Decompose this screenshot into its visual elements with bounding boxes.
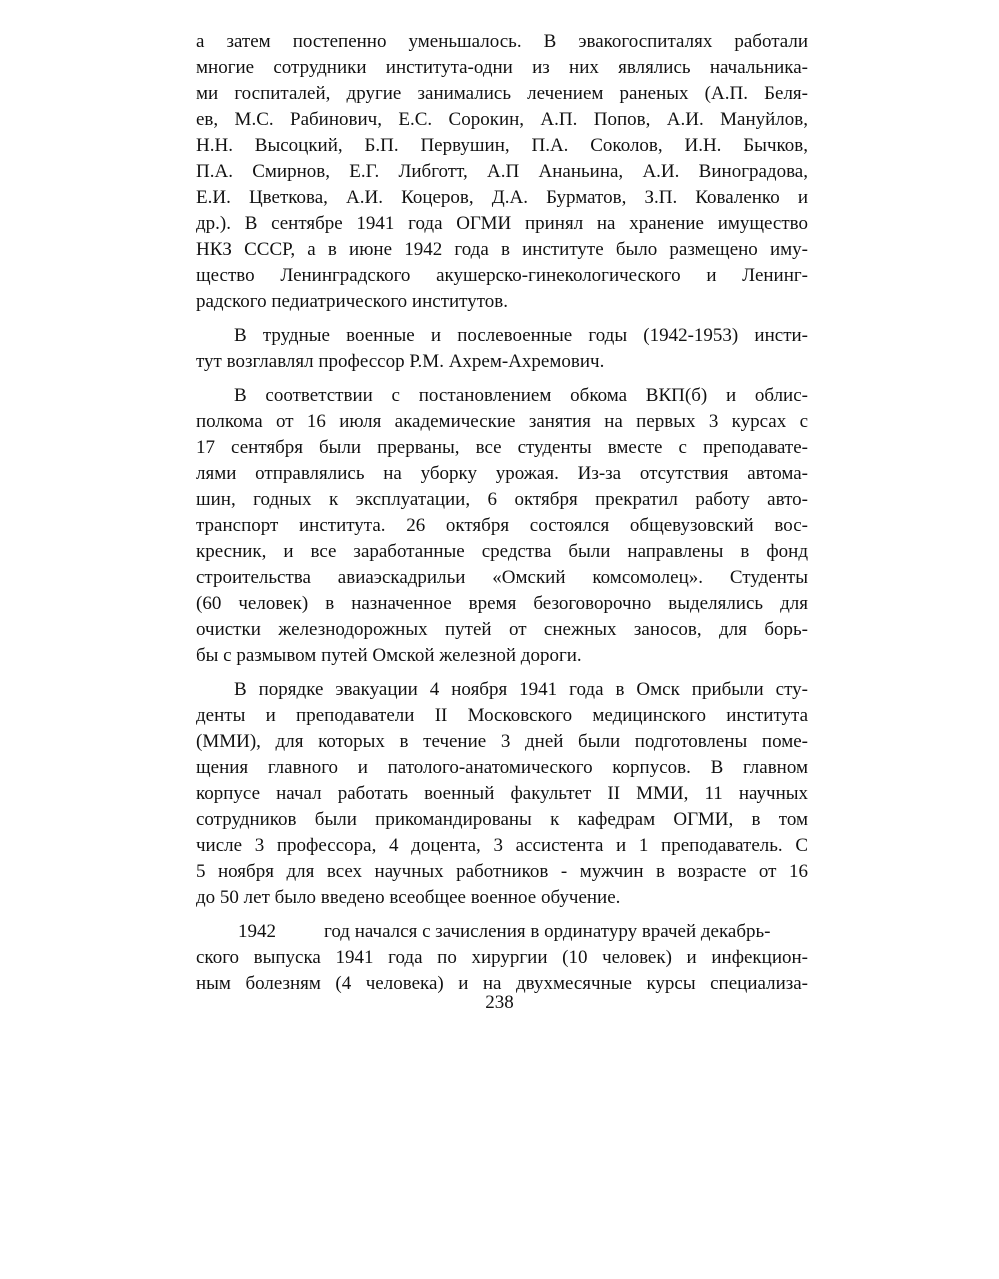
text-line: В трудные военные и послевоенные годы (1942-1953) инсти- [234, 325, 808, 346]
text-line: ев, М.С. Рабинович, Е.С. Сорокин, А.П. Попов, А.И. Мануйлов, [196, 109, 808, 130]
text-line [196, 919, 808, 945]
text-line: (60 человек) в назначенное время безоговорочно выделялись для [196, 593, 808, 614]
text-line: щество Ленинградского акушерско-гинекологического и Ленинг- [196, 265, 808, 286]
text-line: шин, годных к эксплуатации, 6 октября прекратил работу авто- [196, 489, 808, 510]
text-line: сотрудников были прикомандированы к кафедрам ОГМИ, в том [196, 809, 808, 830]
paragraph-evacuation-hospitals [196, 29, 808, 315]
paragraph-war-years-director [196, 323, 808, 375]
text-line: денты и преподаватели II Московского медицинского института [196, 705, 808, 726]
text-line: лями отправлялись на уборку урожая. Из-за отсутствия автома- [196, 463, 808, 484]
text-line: П.А. Смирнов, Е.Г. Либготт, А.П Ананьина, А.И. Виноградова, [196, 161, 808, 182]
text-line: бы с размывом путей Омской железной дороги. [196, 645, 582, 666]
text-line: ского выпуска 1941 года по хирургии (10 человек) и инфекцион- [196, 947, 808, 968]
text-line: транспорт института. 26 октября состоялся общевузовский вос- [196, 515, 808, 536]
text-line: кресник, и все заработанные средства были направлены в фонд [196, 541, 808, 562]
text-line: ми госпиталей, другие занимались лечением раненых (А.П. Беля- [196, 83, 808, 104]
text-line: до 50 лет было введено всеобщее военное обучение. [196, 887, 621, 908]
text-line: ным болезням (4 человека) и на двухмесячные курсы специализа- [196, 973, 808, 994]
text-line: НКЗ СССР, а в июне 1942 года в институте было размещено иму- [196, 239, 808, 260]
text-line: (ММИ), для которых в течение 3 дней были подготовлены поме- [196, 731, 808, 752]
paragraph-1942-residency [196, 919, 808, 997]
paragraph-harvest-and-subbotnik [196, 383, 808, 669]
page-number: 238 [485, 992, 514, 1013]
text-line: очистки железнодорожных путей от снежных заносов, для борь- [196, 619, 808, 640]
body-text [196, 29, 808, 997]
text-line: строительства авиаэскадрильи «Омский комсомолец». Студенты [196, 567, 808, 588]
text-line: корпусе начал работать военный факультет II ММИ, 11 научных [196, 783, 808, 804]
text-line: полкома от 16 июля академические занятия на первых 3 курсах с [196, 411, 808, 432]
text-line: а затем постепенно уменьшалось. В эвакогоспиталях работали [196, 31, 808, 52]
text-line: тут возглавлял профессор Р.М. Ахрем-Ахремович. [196, 351, 605, 372]
text-line: многие сотрудники института-одни из них являлись начальника- [196, 57, 808, 78]
paragraph-moscow-institute-evacuation [196, 677, 808, 911]
text-line: 17 сентября были прерваны, все студенты вместе с преподавате- [196, 437, 808, 458]
text-line: щения главного и патолого-анатомического корпусов. В главном [196, 757, 808, 778]
text-line: Е.И. Цветкова, А.И. Коцеров, Д.А. Бурматов, З.П. Коваленко и [196, 187, 808, 208]
text-line-rest: год начался с зачисления в ординатуру врачей декабрь- [324, 921, 771, 942]
text-line: числе 3 профессора, 4 доцента, 3 ассистента и 1 преподаватель. С [196, 835, 808, 856]
year-label: 1942 [238, 921, 276, 942]
text-line: Н.Н. Высоцкий, Б.П. Первушин, П.А. Соколов, И.Н. Бычков, [196, 135, 808, 156]
text-line: 5 ноября для всех научных работников - мужчин в возрасте от 16 [196, 861, 808, 882]
text-line: В порядке эвакуации 4 ноября 1941 года в Омск прибыли сту- [234, 679, 808, 700]
text-line: радского педиатрического институтов. [196, 291, 508, 312]
text-line: др.). В сентябре 1941 года ОГМИ принял на хранение имущество [196, 213, 808, 234]
text-line: В соответствии с постановлением обкома ВКП(б) и облис- [234, 385, 808, 406]
